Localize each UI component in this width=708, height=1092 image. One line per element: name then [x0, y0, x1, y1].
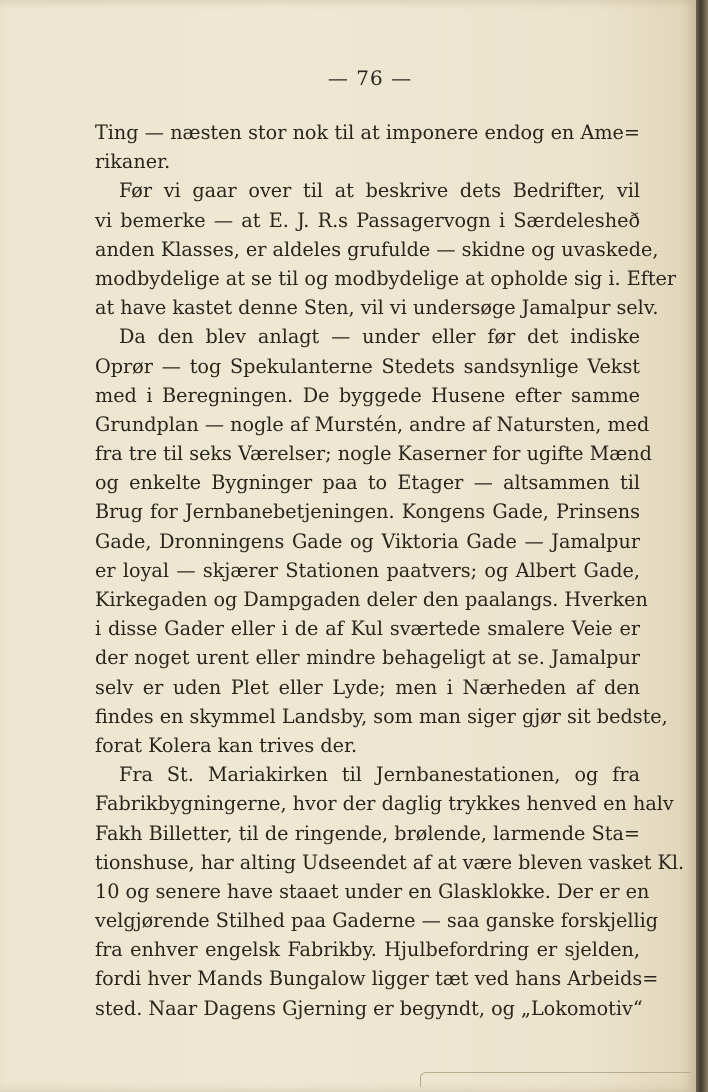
text-line: rikaner.: [95, 150, 171, 174]
text-line: med i Beregningen. De byggede Husene efter samme: [95, 383, 640, 407]
text-line: Grundplan — nogle af Murstén, andre af Natursten, med: [95, 412, 650, 436]
page-number: — 76 —: [327, 66, 413, 90]
text-line: der noget urent eller mindre behageligt at se. Jamalpur: [95, 646, 640, 670]
book-spine-edge: [696, 0, 708, 1092]
text-line: Oprør — tog Spekulanterne Stedets sandsynlige Vekst: [95, 354, 640, 378]
text-line: modbydelige at se til og modbydelige at opholde sig i. Efter: [95, 266, 677, 290]
text-line: 10 og senere have staaet under en Glasklokke. Der er en: [95, 879, 650, 903]
text-line: Gade, Dronningens Gade og Viktoria Gade — Jamalpur: [95, 529, 640, 553]
body-text: [95, 118, 685, 1023]
text-line: forat Kolera kan trives der.: [95, 733, 358, 757]
text-line: fordi hver Mands Bungalow ligger tæt ved hans Arbeids=: [95, 967, 659, 991]
text-line: Da den blev anlagt — under eller før det indiske: [119, 325, 640, 349]
text-line: Ting — næsten stor nok til at imponere endog en Ame=: [95, 121, 640, 144]
text-line: velgjørende Stilhed paa Gaderne — saa ganske forskjellig: [95, 909, 659, 933]
page-fold-mark: [420, 1072, 691, 1087]
text-line: anden Klasses, er aldeles grufulde — skidne og uvaskede,: [95, 237, 659, 261]
text-line: Fra St. Mariakirken til Jernbanestationen, og fra: [119, 763, 640, 787]
text-line: Før vi gaar over til at beskrive dets Bedrifter, vil: [119, 179, 640, 203]
text-line: vi bemerke — at E. J. R.s Passagervogn i Særdelesheð: [95, 208, 640, 232]
text-line: er loyal — skjærer Stationen paatvers; og Albert Gade,: [95, 558, 640, 582]
text-line: Brug for Jernbanebetjeningen. Kongens Gade, Prinsens: [95, 500, 640, 524]
text-line: selv er uden Plet eller Lyde; men i Nærheden af den: [95, 675, 640, 699]
text-line: tionshuse, har alting Udseendet af at være bleven vasket Kl.: [95, 850, 685, 874]
text-line: i disse Gader eller i de af Kul sværtede smalere Veie er: [95, 617, 640, 641]
text-line: Kirkegaden og Dampgaden deler den paalangs. Hverken: [95, 588, 648, 611]
text-line: Fakh Billetter, til de ringende, brølende, larmende Sta=: [95, 821, 640, 845]
text-line: findes en skymmel Landsby, som man siger gjør sit bedste,: [95, 704, 668, 728]
text-line: Fabrikbygningerne, hvor der daglig trykkes henved en halv: [95, 792, 674, 816]
text-line: fra enhver engelsk Fabrikby. Hjulbefordring er sjelden,: [95, 938, 640, 962]
text-line: sted. Naar Dagens Gjerning er begyndt, og „Lokomotiv“: [95, 996, 643, 1020]
text-line: og enkelte Bygninger paa to Etager — altsammen til: [95, 471, 640, 495]
text-line: at have kastet denne Sten, vil vi undersøge Jamalpur selv.: [95, 296, 659, 320]
text-line: fra tre til seks Værelser; nogle Kaserner for ugifte Mænd: [95, 442, 652, 466]
